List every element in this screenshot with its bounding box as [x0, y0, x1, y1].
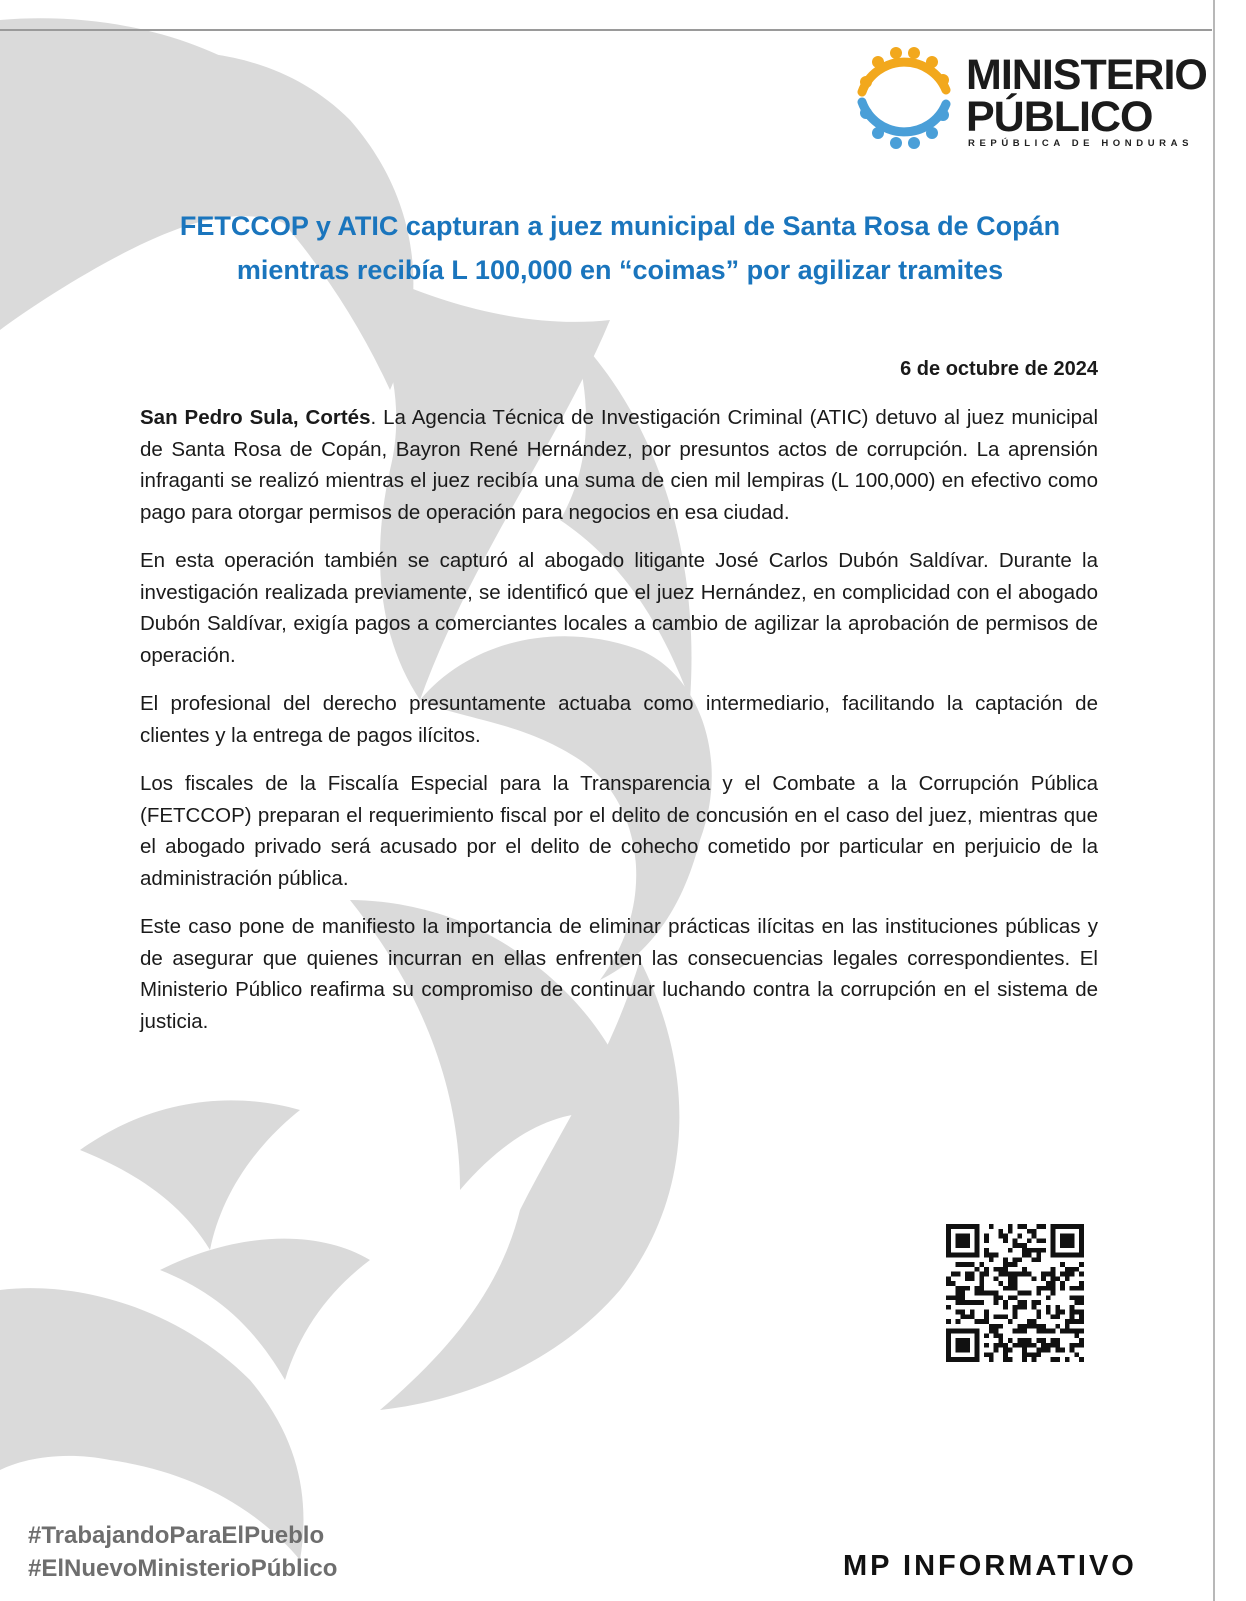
- article-body: [140, 402, 1098, 1054]
- logo-line-1: MINISTERIO: [966, 51, 1207, 99]
- logo-line-2: PÚBLICO: [966, 93, 1153, 141]
- dateline: San Pedro Sula, Cortés: [140, 406, 371, 429]
- hashtags: [28, 1519, 337, 1585]
- ministerio-publico-logo-icon: [848, 40, 960, 155]
- ministerio-publico-logo: [848, 40, 1208, 160]
- logo-subtitle: REPÚBLICA DE HONDURAS: [968, 138, 1194, 149]
- hashtag-trabajando: #TrabajandoParaElPueblo: [28, 1522, 325, 1549]
- headline-line-1: FETCCOP y ATIC capturan a juez municipal de Santa Rosa de Copán: [179, 211, 1061, 241]
- paragraph-4: Los fiscales de la Fiscalía Especial para la Transparencia y el Combate a la Corrupción Pública (FETCCOP) preparan el requerimiento fiscal por el delito de concusión en el caso del juez, mientras que el abogado privado será acusado por el delito de cohecho cometido por particular en perjuicio de la administración pública.: [140, 772, 1098, 890]
- page-edge: [1213, 0, 1215, 1601]
- paragraph-1: [140, 402, 1098, 528]
- paragraph-3: El profesional del derecho presuntamente actuaba como intermediario, facilitando la captación de clientes y la entrega de pagos ilícitos.: [140, 692, 1098, 747]
- footer-brand: MP INFORMATIVO: [843, 1550, 1137, 1582]
- paragraph-1-text: . La Agencia Técnica de Investigación Criminal (ATIC) detuvo al juez municipal de Santa Rosa de Copán, Bayron René Hernández, por presuntos actos de corrupción. La aprensión infraganti se realizó mientras el juez recibía una suma de cien mil lempiras (L 100,000) en efectivo como pago para otorgar permisos de operación para negocios en esa ciudad.: [140, 406, 1098, 524]
- paragraph-5: Este caso pone de manifiesto la importancia de eliminar prácticas ilícitas en las instituciones públicas y de asegurar que quienes incurran en ellas enfrenten las consecuencias legales correspondientes. El Ministerio Público reafirma su compromiso de continuar luchando contra la corrupción en el sistema de justicia.: [140, 915, 1098, 1033]
- paragraph-2: En esta operación también se capturó al abogado litigante José Carlos Dubón Saldívar. Durante la investigación realizada previamente, se identificó que el juez Hernández, en complicidad con el abogado Dubón Saldívar, exigía pagos a comerciantes locales a cambio de agilizar la aprobación de permisos de operación.: [140, 549, 1098, 667]
- headline: [140, 204, 1100, 292]
- qr-code-icon[interactable]: [946, 1224, 1084, 1362]
- hashtag-nuevo-ministerio: #ElNuevoMinisterioPúblico: [28, 1555, 338, 1582]
- top-rule: [0, 29, 1212, 31]
- headline-line-2: mientras recibía L 100,000 en “coimas” por agilizar tramites: [236, 255, 1004, 285]
- publication-date: 6 de octubre de 2024: [900, 358, 1098, 380]
